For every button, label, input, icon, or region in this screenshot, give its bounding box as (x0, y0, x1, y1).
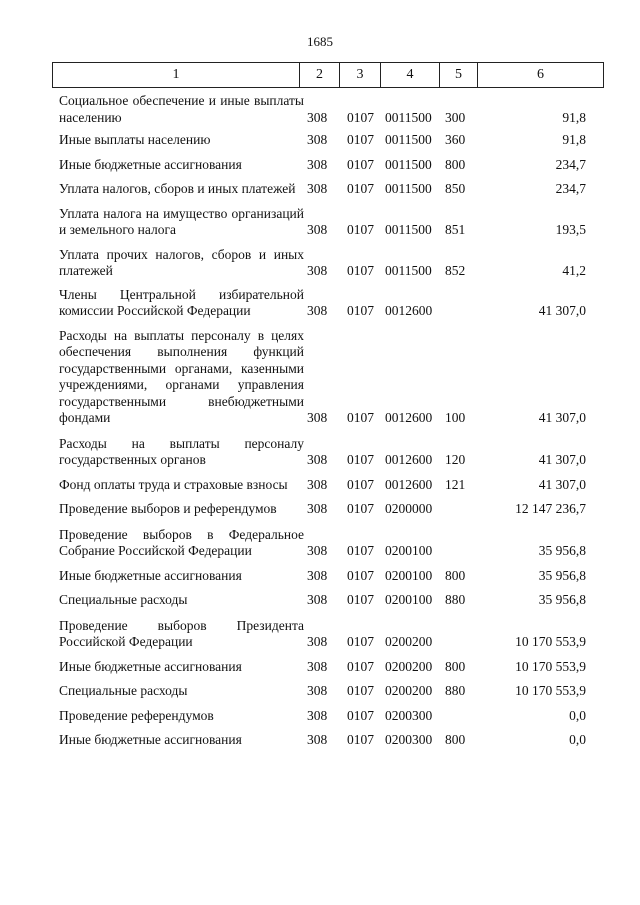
row-gr-code: 308 (307, 634, 328, 649)
row-gr-code: 308 (307, 543, 328, 558)
row-description: Расходы на выплаты персоналу государственных органов (59, 435, 304, 467)
row-expense-type: 120 (445, 452, 466, 467)
row-expense-type: 800 (445, 658, 466, 674)
table-row (52, 436, 604, 469)
row-expense-type: 850 (445, 181, 466, 196)
row-expense-type: 880 (445, 683, 466, 698)
row-target-code: 0011500 (385, 181, 432, 196)
row-description: Уплата налогов, сборов и иных платежей (59, 181, 296, 196)
row-target-code: 0200100 (385, 543, 433, 558)
row-gr-code: 308 (307, 707, 328, 723)
row-gr-code: 308 (307, 476, 328, 492)
row-section-code: 0107 (347, 592, 374, 607)
row-gr-code: 308 (307, 592, 328, 607)
row-section-code: 0107 (347, 303, 374, 318)
row-description: Фонд оплаты труда и страховые взносы (59, 476, 288, 492)
row-target-code: 0012600 (385, 410, 433, 425)
row-expense-type: 800 (445, 567, 466, 583)
row-expense-type: 851 (445, 222, 466, 237)
row-expense-type: 852 (445, 263, 466, 278)
row-gr-code: 308 (307, 452, 328, 467)
table-row (52, 568, 604, 585)
page-number: 1685 (307, 34, 333, 49)
row-description: Проведение выборов Президента Российской Федерации (59, 617, 304, 649)
row-section-code: 0107 (347, 501, 374, 516)
table-row (52, 659, 604, 676)
row-expense-type: 121 (445, 476, 466, 492)
row-gr-code: 308 (307, 263, 328, 278)
row-section-code: 0107 (347, 181, 374, 196)
row-amount: 35 956,8 (538, 543, 586, 558)
row-target-code: 0200200 (385, 683, 433, 698)
table-header (52, 62, 604, 88)
row-description: Иные выплаты населению (59, 132, 211, 147)
row-gr-code: 308 (307, 732, 328, 747)
row-target-code: 0200200 (385, 634, 433, 649)
row-section-code: 0107 (347, 707, 374, 723)
row-amount: 41 307,0 (538, 476, 586, 492)
row-amount: 10 170 553,9 (515, 634, 586, 649)
row-description: Проведение выборов и референдумов (59, 501, 277, 516)
table-body (52, 93, 604, 749)
row-gr-code: 308 (307, 658, 328, 674)
table-row (52, 287, 604, 320)
header-col-6: 6 (537, 67, 544, 82)
row-target-code: 0200300 (385, 707, 433, 723)
row-expense-type: 360 (445, 132, 466, 147)
row-expense-type: 300 (445, 109, 466, 125)
row-gr-code: 308 (307, 567, 328, 583)
row-amount: 41 307,0 (538, 410, 586, 425)
table-row (52, 708, 604, 725)
table-row (52, 328, 604, 427)
row-gr-code: 308 (307, 501, 328, 516)
table-row (52, 618, 604, 651)
table-row (52, 93, 604, 126)
header-col-3: 3 (356, 67, 364, 82)
row-section-code: 0107 (347, 476, 374, 492)
row-target-code: 0012600 (385, 452, 433, 467)
row-target-code: 0011500 (385, 132, 432, 147)
row-amount: 0,0 (569, 707, 586, 723)
row-description: Иные бюджетные ассигнования (59, 732, 242, 747)
row-amount: 91,8 (562, 109, 586, 125)
header-col-2: 2 (316, 67, 323, 82)
row-section-code: 0107 (347, 263, 374, 278)
row-description: Проведение выборов в Федеральное Собрание Российской Федерации (59, 526, 304, 558)
row-amount: 12 147 236,7 (515, 501, 586, 516)
table-row (52, 732, 604, 749)
row-expense-type: 800 (445, 156, 466, 172)
row-gr-code: 308 (307, 683, 328, 698)
row-gr-code: 308 (307, 303, 328, 318)
row-amount: 193,5 (555, 222, 586, 237)
row-amount: 41 307,0 (538, 303, 586, 318)
row-amount: 10 170 553,9 (515, 683, 586, 698)
row-section-code: 0107 (347, 452, 374, 467)
header-col-4: 4 (406, 67, 414, 82)
row-expense-type: 880 (445, 592, 466, 607)
table-row (52, 157, 604, 174)
table-row (52, 206, 604, 239)
row-amount: 10 170 553,9 (515, 658, 586, 674)
row-section-code: 0107 (347, 683, 374, 698)
row-section-code: 0107 (347, 567, 374, 583)
row-amount: 0,0 (569, 732, 586, 747)
table-row (52, 181, 604, 198)
row-amount: 91,8 (562, 132, 586, 147)
table-row (52, 247, 604, 280)
row-target-code: 0200300 (385, 732, 433, 747)
row-amount: 35 956,8 (538, 567, 586, 583)
row-section-code: 0107 (347, 658, 374, 674)
row-amount: 234,7 (555, 181, 586, 196)
row-expense-type: 100 (445, 410, 466, 425)
row-description: Иные бюджетные ассигнования (59, 567, 242, 583)
row-target-code: 0011500 (385, 222, 432, 237)
row-amount: 35 956,8 (538, 592, 586, 607)
row-section-code: 0107 (347, 222, 374, 237)
row-description: Расходы на выплаты персоналу в целях обеспечения выполнения функций государственными органами, казенными учреждениями, органами управления государственными внебюджетными фондами (59, 327, 304, 425)
row-section-code: 0107 (347, 634, 374, 649)
table-row (52, 501, 604, 518)
row-amount: 234,7 (555, 156, 586, 172)
row-target-code: 0011500 (385, 109, 432, 125)
row-gr-code: 308 (307, 109, 328, 125)
row-description: Специальные расходы (59, 592, 188, 607)
row-section-code: 0107 (347, 132, 374, 147)
row-target-code: 0200200 (385, 658, 433, 674)
row-gr-code: 308 (307, 222, 328, 237)
row-target-code: 0200100 (385, 592, 433, 607)
row-section-code: 0107 (347, 156, 374, 172)
table-row (52, 527, 604, 560)
row-description: Иные бюджетные ассигнования (59, 658, 242, 674)
row-section-code: 0107 (347, 543, 374, 558)
header-col-5: 5 (455, 67, 462, 82)
row-section-code: 0107 (347, 410, 374, 425)
row-description: Проведение референдумов (59, 707, 214, 723)
row-description: Социальное обеспечение и иные выплаты населению (59, 93, 304, 125)
row-expense-type: 800 (445, 732, 466, 747)
row-description: Уплата налога на имущество организаций и земельного налога (59, 205, 304, 237)
header-col-1: 1 (172, 67, 180, 82)
table-row (52, 683, 604, 700)
row-gr-code: 308 (307, 181, 328, 196)
row-target-code: 0200100 (385, 567, 433, 583)
row-section-code: 0107 (347, 109, 374, 125)
row-description: Уплата прочих налогов, сборов и иных платежей (59, 246, 304, 278)
row-target-code: 0012600 (385, 476, 433, 492)
row-target-code: 0200000 (385, 501, 433, 516)
row-description: Члены Центральной избирательной комиссии Российской Федерации (59, 286, 304, 318)
table-row (52, 132, 604, 149)
table-row (52, 592, 604, 609)
budget-table (52, 62, 604, 749)
row-section-code: 0107 (347, 732, 374, 747)
row-target-code: 0012600 (385, 303, 433, 318)
row-target-code: 0011500 (385, 263, 432, 278)
row-gr-code: 308 (307, 410, 328, 425)
row-gr-code: 308 (307, 132, 328, 147)
row-description: Специальные расходы (59, 683, 188, 698)
row-gr-code: 308 (307, 156, 328, 172)
table-row (52, 477, 604, 494)
row-amount: 41,2 (562, 263, 586, 278)
row-description: Иные бюджетные ассигнования (59, 156, 242, 172)
row-amount: 41 307,0 (538, 452, 586, 467)
row-target-code: 0011500 (385, 156, 432, 172)
